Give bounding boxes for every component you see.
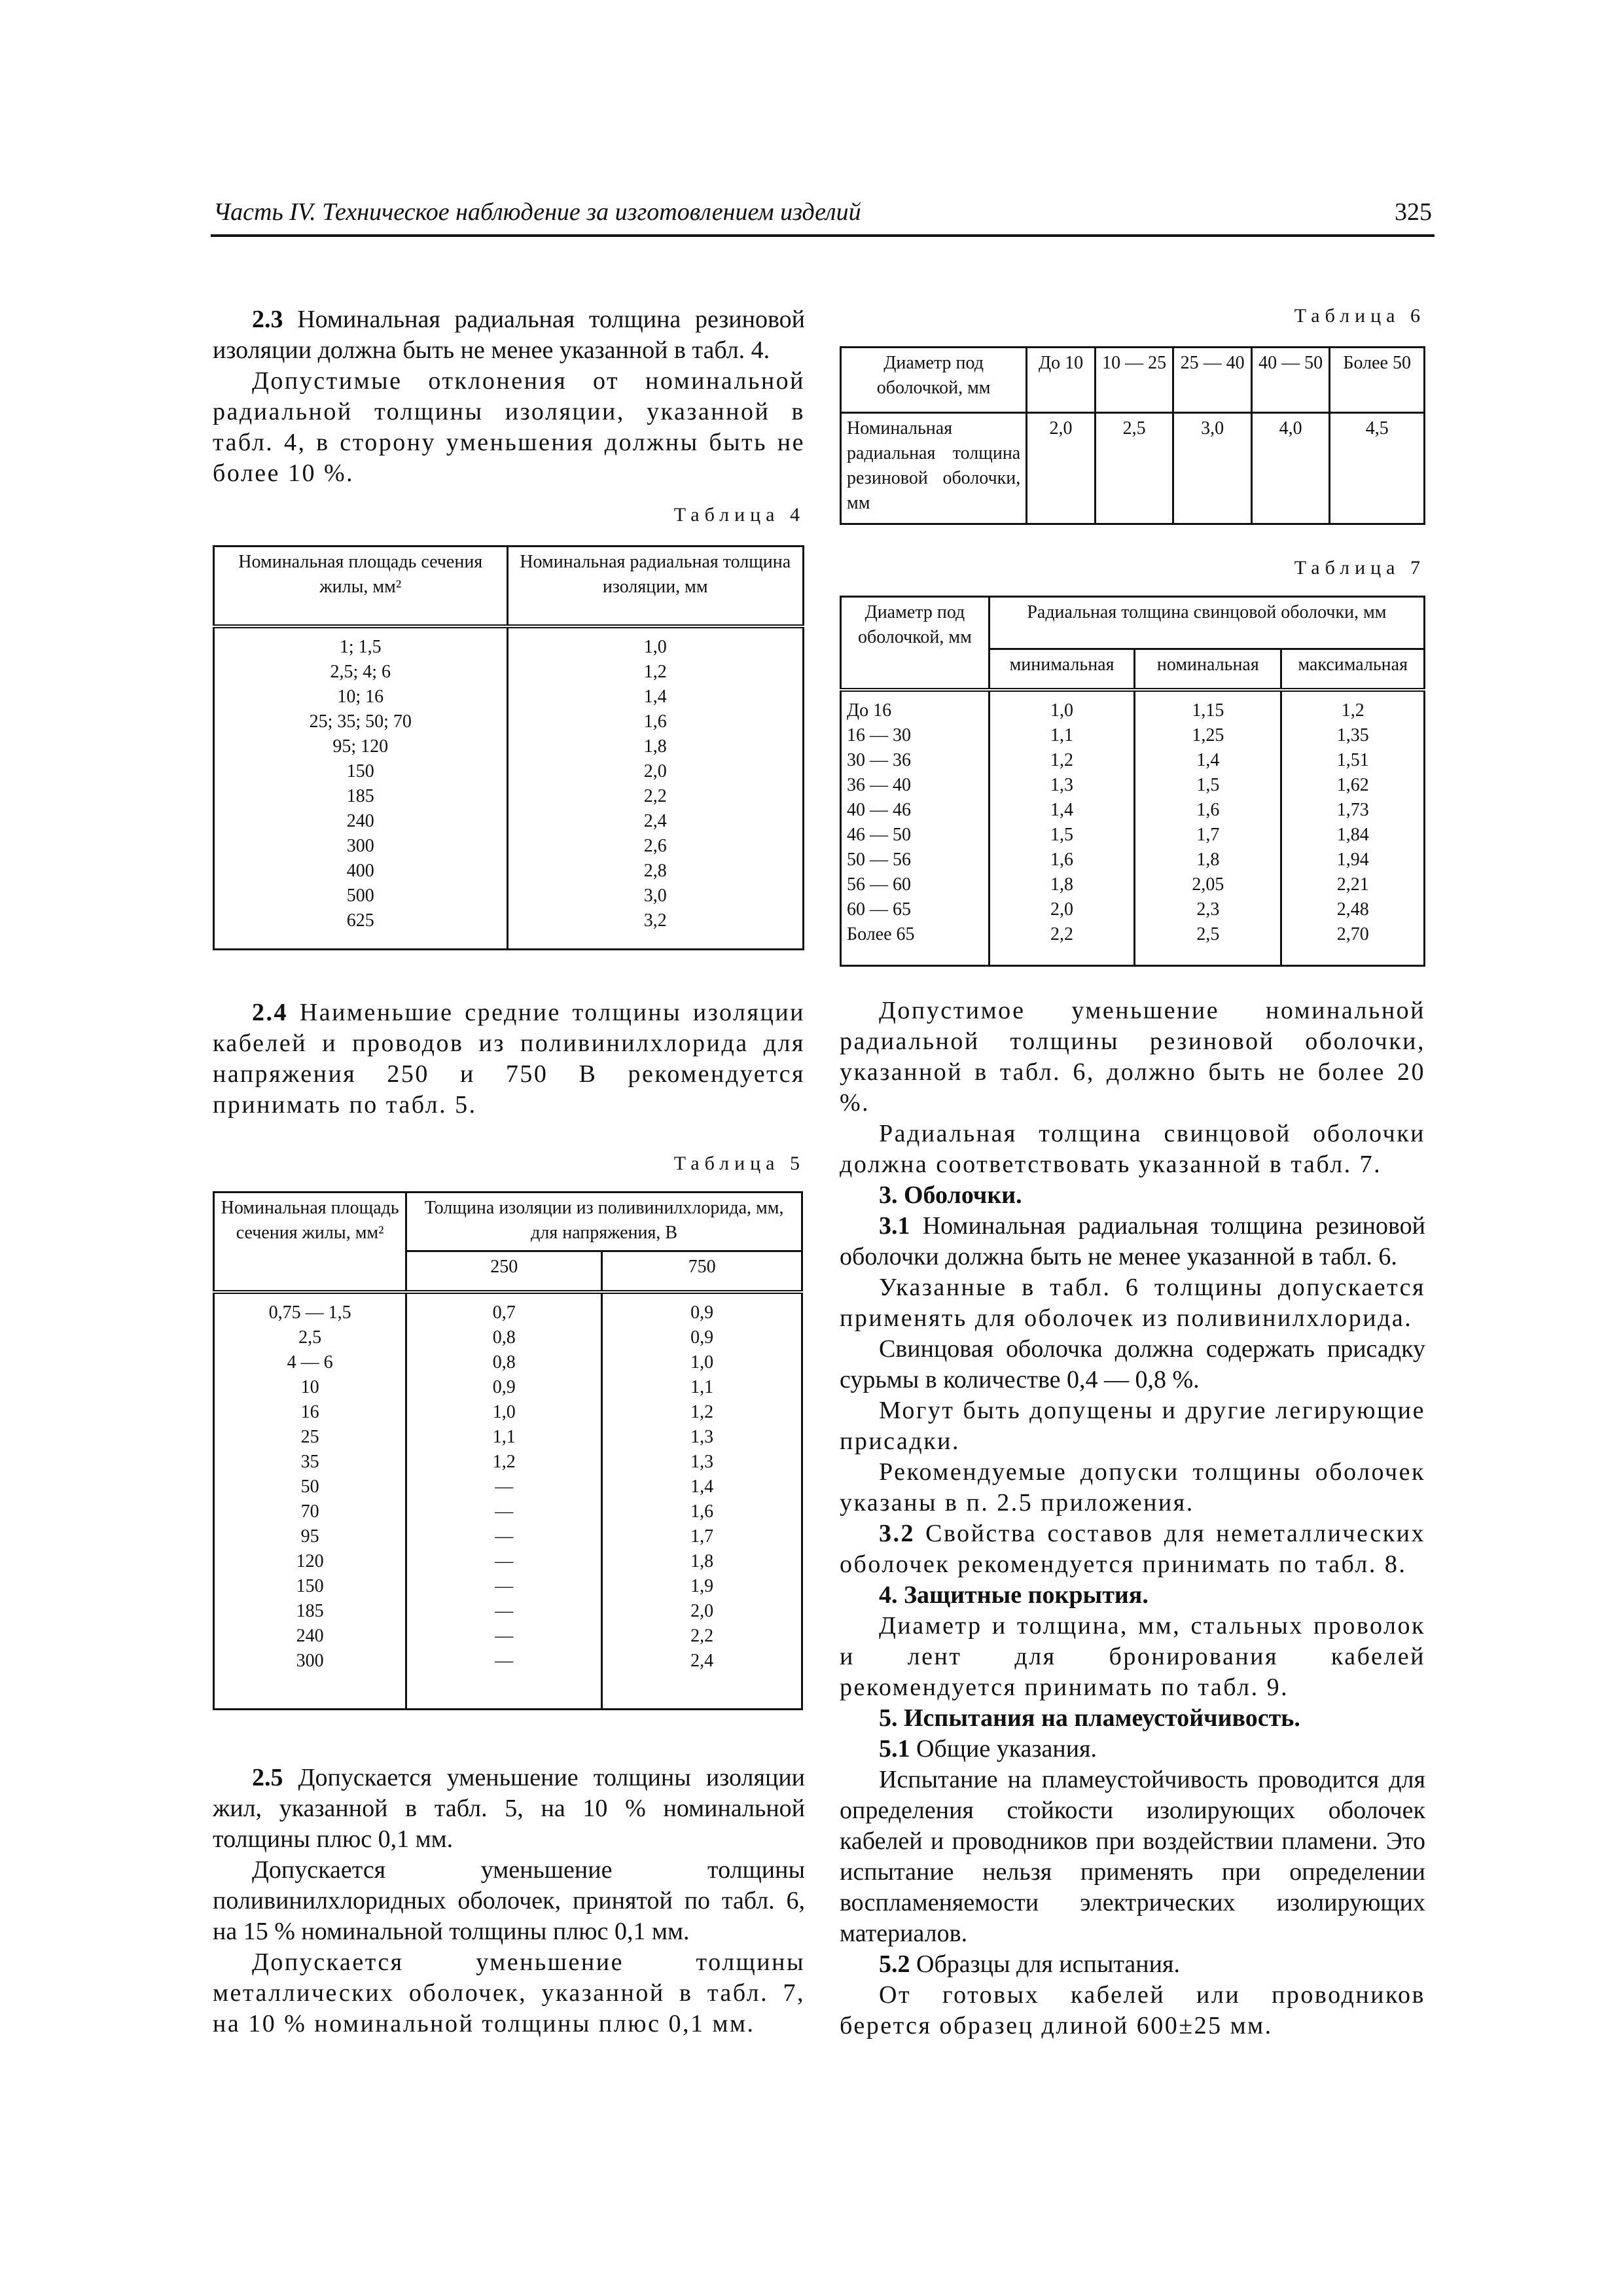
- paragraph-3-1-additives: Могут быть допущены и другие легирующие присадки.: [840, 1397, 1425, 1455]
- paragraph-rubber-sheath-tolerance: Допустимое уменьшение номинальной радиальной толщины резиновой оболочки, указанной в табл. 6, должно быть не более 20 %.: [840, 997, 1425, 1117]
- table-5-header-area: Номинальная площадь сечения жилы, мм²: [214, 1193, 406, 1292]
- table-7-col-nom: 1,15 1,25 1,4 1,5 1,6 1,7 1,8 2,05 2,3 2,5: [1135, 690, 1281, 966]
- table-5-header-750: 750: [602, 1251, 802, 1292]
- table-6-diameter-cell: Более 50: [1330, 348, 1425, 413]
- clause-number: 2.3: [252, 306, 283, 333]
- table-7-header-min: минимальная: [989, 649, 1134, 690]
- table-5-col-250: 0,7 0,8 0,8 0,9 1,0 1,1 1,2 — — — — — — — —: [406, 1292, 602, 1710]
- table-7: [840, 596, 1425, 967]
- paragraph-5-1: [840, 1734, 1425, 1765]
- table-6-thickness-cell: 2,0: [1027, 413, 1096, 524]
- clause-number: 2.5: [252, 1764, 283, 1791]
- paragraph-5-1-general: Испытание на пламеустойчивость проводится для определения стойкости изолирующих оболочек кабелей и проводников при воздействии пламени. Это испытание нельзя применять при определении воспламеняемости электрических изолирующих материалов.: [840, 1766, 1425, 1947]
- section-3-heading: 3. Оболочки.: [879, 1181, 1022, 1209]
- table-6-caption: Таблица 6: [1294, 305, 1425, 327]
- paragraph-lead-sheath: Радиальная толщина свинцовой оболочки должна соответствовать указанной в табл. 7.: [840, 1120, 1425, 1178]
- right-column: [840, 304, 1425, 2041]
- paragraph-3-1-antimony: Свинцовая оболочка должна содержать присадку сурьмы в количестве 0,4 — 0,8 %.: [840, 1335, 1425, 1393]
- paragraph-2-5: [213, 1763, 805, 1855]
- table-6-thickness-cell: 4,0: [1251, 413, 1330, 524]
- table-6-label-diameter: Диаметр под оболочкой, мм: [841, 348, 1027, 413]
- table-6-thickness-cell: 4,5: [1330, 413, 1425, 524]
- paragraph-2-5-pvc: Допускается уменьшение толщины поливинилхлоридных оболочек, принятой по табл. 6, на 15 % номинальной толщины плюс 0,1 мм.: [213, 1856, 805, 1945]
- table-5-header-250: 250: [406, 1251, 602, 1292]
- table-6-thickness-cell: 2,5: [1095, 413, 1173, 524]
- table-6-diameter-cell: 10 — 25: [1095, 348, 1173, 413]
- table-4-header-thickness: Номинальная радиальная толщина изоляции, мм: [507, 547, 804, 626]
- clause-number: 2.4: [252, 999, 288, 1026]
- table-7-caption: Таблица 7: [1294, 557, 1425, 579]
- page-number: 325: [1395, 198, 1432, 226]
- paragraph-text: Общие указания.: [910, 1735, 1097, 1763]
- table-4-caption: Таблица 4: [673, 504, 805, 526]
- table-5-header-group: Толщина изоляции из поливинилхлорида, мм, для напряжения, В: [406, 1193, 802, 1251]
- running-head: [211, 198, 1435, 237]
- table-7-col-diameter: До 16 16 — 30 30 — 36 36 — 40 40 — 46 46 — 50 50 — 56 56 — 60 60 — 65 Более 65: [841, 690, 990, 966]
- table-4: [213, 545, 804, 950]
- table-6: [840, 346, 1425, 525]
- paragraph-text: Номинальная радиальная толщина резиновой оболочки должна быть не менее указанной в табл. 6.: [840, 1212, 1425, 1270]
- paragraph-2-4: [213, 997, 805, 1121]
- table-7-header-group: Радиальная толщина свинцовой оболочки, мм: [989, 597, 1424, 649]
- table-7-col-max: 1,2 1,35 1,51 1,62 1,73 1,84 1,94 2,21 2,48 2,70: [1281, 690, 1425, 966]
- paragraph-4: Диаметр и толщина, мм, стальных проволок и лент для бронирования кабелей рекомендуется принимать по табл. 9.: [840, 1612, 1425, 1701]
- clause-number: 5.2: [879, 1950, 910, 1978]
- table-7-header-nom: номинальная: [1135, 649, 1281, 690]
- section-4-heading: 4. Защитные покрытия.: [879, 1581, 1149, 1609]
- table-7-col-min: 1,0 1,1 1,2 1,3 1,4 1,5 1,6 1,8 2,0 2,2: [989, 690, 1134, 966]
- table-4-col-area: 1; 1,5 2,5; 4; 6 10; 16 25; 35; 50; 70 95; 120 150 185 240 300 400 500 625: [214, 626, 508, 950]
- clause-number: 3.2: [879, 1520, 915, 1547]
- table-6-thickness-cell: 3,0: [1173, 413, 1252, 524]
- table-6-diameter-cell: 25 — 40: [1173, 348, 1252, 413]
- paragraph-text: Номинальная радиальная толщина резиновой изоляции должна быть не менее указанной в табл. 4.: [213, 306, 805, 364]
- table-5-caption: Таблица 5: [673, 1153, 805, 1174]
- paragraph-3-1: [840, 1211, 1425, 1272]
- paragraph-3-2: [840, 1518, 1425, 1580]
- paragraph-2-3-tolerance: Допустимые отклонения от номинальной радиальной толщины изоляции, указанной в табл. 4, в сторону уменьшения должны быть не более 10 %.: [213, 367, 805, 487]
- paragraph-2-3: [213, 304, 805, 366]
- paragraph-5-2-sample: [840, 1980, 1425, 2041]
- paragraph-5-2: [840, 1949, 1425, 1980]
- table-5-col-area: 0,75 — 1,5 2,5 4 — 6 10 16 25 35 50 70 95 120 150 185 240 300: [214, 1292, 406, 1710]
- table-6-diameter-cell: 40 — 50: [1251, 348, 1330, 413]
- paragraph-text: От готовых кабелей или проводников берется образец длиной 600: [840, 1981, 1425, 2039]
- paragraph-text: Допускается уменьшение толщины изоляции жил, указанной в табл. 5, на 10 % номинальной толщины плюс 0,1 мм.: [213, 1764, 805, 1853]
- table-7-header-diameter: Диаметр под оболочкой, мм: [841, 597, 990, 690]
- table-6-label-thickness: Номинальная радиальная толщина резиновой оболочки, мм: [841, 413, 1027, 524]
- paragraph-text: 25 мм.: [1194, 2012, 1273, 2039]
- table-4-col-thickness: 1,0 1,2 1,4 1,6 1,8 2,0 2,2 2,4 2,6 2,8 3,0 3,2: [507, 626, 804, 950]
- section-5-heading: 5. Испытания на пламеустойчивость.: [879, 1704, 1300, 1732]
- table-6-diameter-cell: До 10: [1027, 348, 1096, 413]
- table-4-header-area: Номинальная площадь сечения жилы, мм²: [214, 547, 508, 626]
- left-column: [213, 304, 805, 2039]
- clause-number: 3.1: [879, 1212, 910, 1240]
- paragraph-text: Наименьшие средние толщины изоляции кабелей и проводов из поливинилхлорида для напряжения 250 и 750 В рекомендуется принимать по табл. 5.: [213, 999, 805, 1119]
- page-header-title: Часть IV. Техническое наблюдение за изготовлением изделий: [213, 198, 861, 226]
- plus-minus-icon: ±: [1179, 2012, 1194, 2039]
- clause-number: 5.1: [879, 1735, 910, 1763]
- paragraph-3-1-pvc: Указанные в табл. 6 толщины допускается применять для оболочек из поливинилхлорида.: [840, 1274, 1425, 1332]
- paragraph-text: Свойства составов для неметаллических оболочек рекомендуется принимать по табл. 8.: [840, 1520, 1425, 1578]
- paragraph-3-1-tolerances: Рекомендуемые допуски толщины оболочек указаны в п. 2.5 приложения.: [840, 1458, 1425, 1516]
- table-7-header-max: максимальная: [1281, 649, 1425, 690]
- paragraph-text: Образцы для испытания.: [910, 1950, 1180, 1978]
- table-5: [213, 1191, 803, 1710]
- table-5-col-750: 0,9 0,9 1,0 1,1 1,2 1,3 1,3 1,4 1,6 1,7 1,8 1,9 2,0 2,2 2,4: [602, 1292, 802, 1710]
- paragraph-2-5-metal: Допускается уменьшение толщины металлических оболочек, указанной в табл. 7, на 10 % номинальной толщины плюс 0,1 мм.: [213, 1948, 805, 2037]
